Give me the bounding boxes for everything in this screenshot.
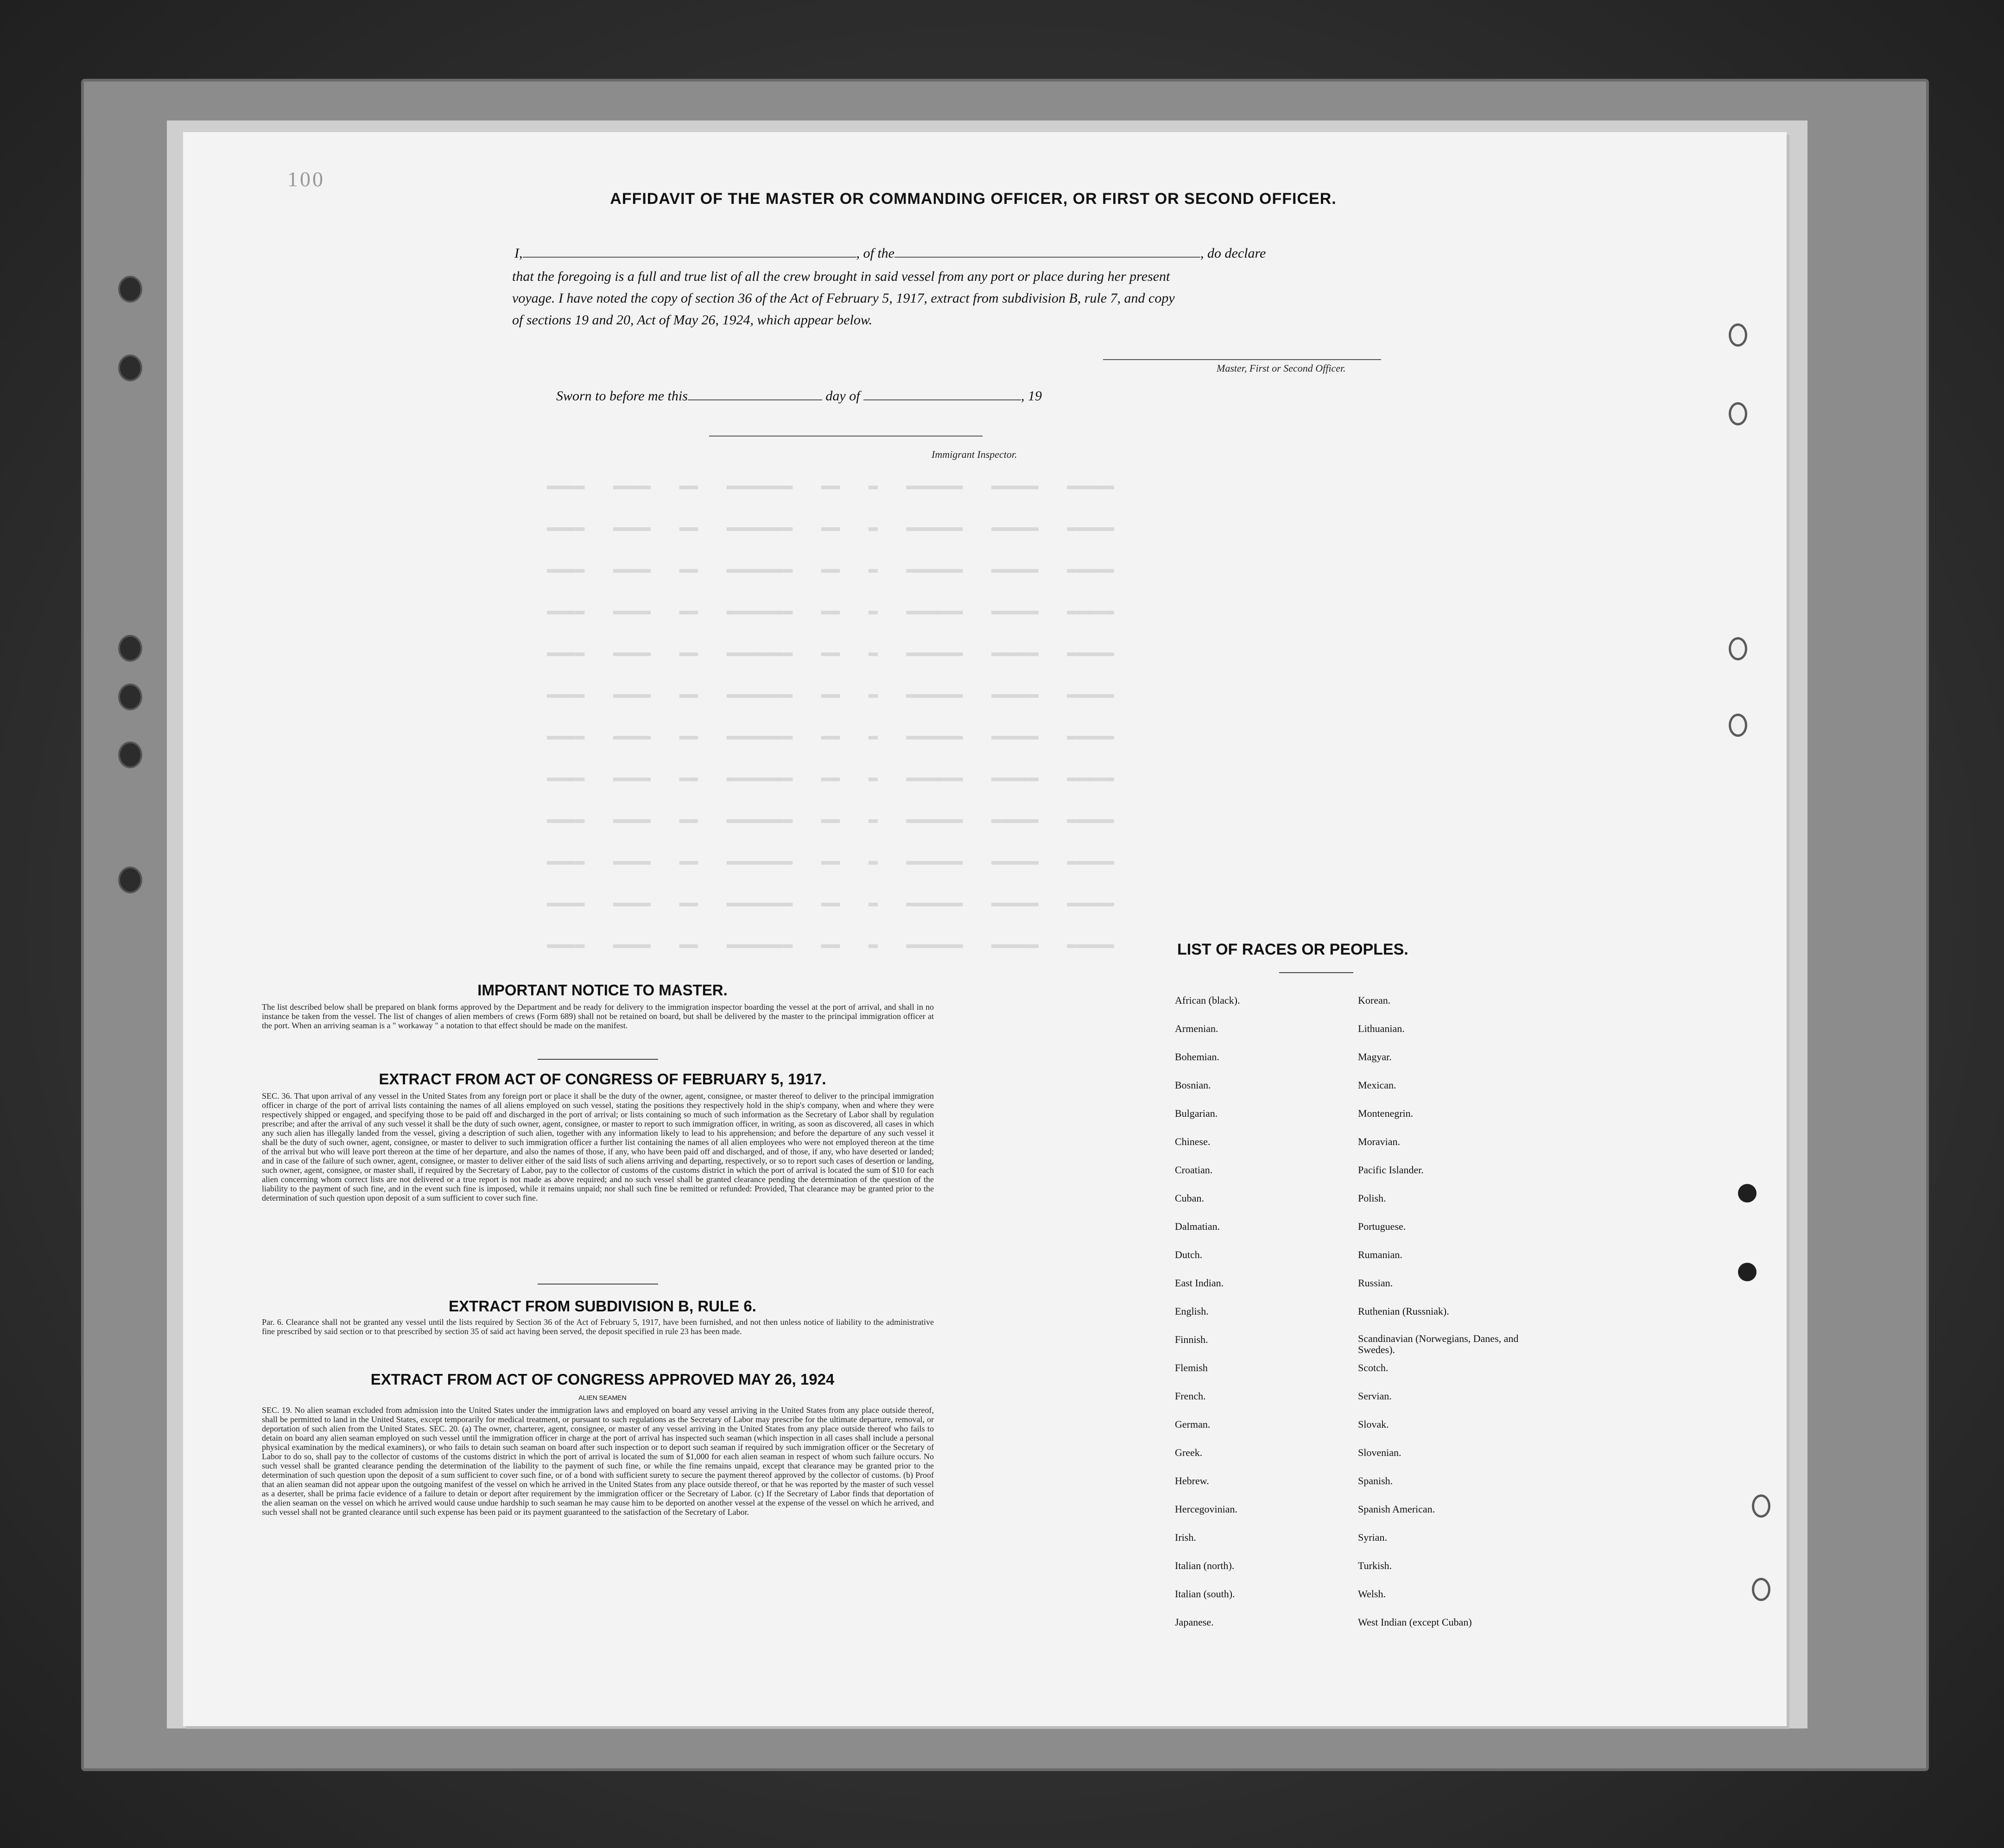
race-item: Japanese. bbox=[1175, 1616, 1214, 1628]
race-item: Pacific Islander. bbox=[1358, 1164, 1424, 1176]
punch-dot bbox=[1738, 1263, 1757, 1281]
races-left-column bbox=[1175, 994, 1351, 1644]
race-item: Slovenian. bbox=[1358, 1447, 1402, 1458]
race-item: West Indian (except Cuban) bbox=[1358, 1616, 1472, 1628]
master-signature-label: Master, First or Second Officer. bbox=[1217, 362, 1346, 374]
race-item: Turkish. bbox=[1358, 1560, 1392, 1571]
race-item: Montenegrin. bbox=[1358, 1108, 1414, 1119]
race-item: Scandinavian (Norwegians, Danes, and Swedes). bbox=[1358, 1333, 1519, 1355]
affidavit-text: of sections 19 and 20, Act of May 26, 1924, which appear below. bbox=[512, 312, 873, 328]
affidavit-text: that the foregoing is a full and true list of all the crew brought in said vessel from any port or place during her present bbox=[512, 269, 1170, 284]
extract-1924-subtitle: ALIEN SEAMEN bbox=[578, 1394, 627, 1401]
race-item: Croatian. bbox=[1175, 1164, 1213, 1176]
races-title: LIST OF RACES OR PEOPLES. bbox=[1177, 941, 1408, 958]
notice-body: The list described below shall be prepared on blank forms approved by the Department and be ready for delivery to the immigration inspector boarding the vessel at the port of arrival, and shall in no instance be taken from the vessel. The list of changes of alien members of crews (Form 689) shall not be retained on board, but shall be delivered by the master to the principal immigration officer at the port. When an arriving seaman is a " workaway " a notation to that effect should be made on the manifest. bbox=[262, 1002, 934, 1030]
race-item: Spanish. bbox=[1358, 1475, 1393, 1487]
punch-hole bbox=[1752, 1494, 1770, 1518]
race-item: Syrian. bbox=[1358, 1532, 1387, 1543]
race-item: Dutch. bbox=[1175, 1249, 1203, 1260]
binder-hole bbox=[118, 354, 142, 381]
race-item: Welsh. bbox=[1358, 1588, 1386, 1600]
race-item: Lithuanian. bbox=[1358, 1023, 1405, 1034]
race-item: German. bbox=[1175, 1418, 1211, 1430]
race-item: Ruthenian (Russniak). bbox=[1358, 1305, 1449, 1317]
race-item: Hebrew. bbox=[1175, 1475, 1209, 1487]
race-item: Chinese. bbox=[1175, 1136, 1211, 1147]
race-item: East Indian. bbox=[1175, 1277, 1224, 1289]
race-item: Hercegovinian. bbox=[1175, 1503, 1237, 1515]
race-item: Finnish. bbox=[1175, 1334, 1208, 1345]
extract-1917-body: SEC. 36. That upon arrival of any vessel in the United States from any foreign port or place it shall be the duty of the owner, agent, consignee, or master thereof to deliver to the principal immigration officer in charge of the port of arrival lists containing the names of all aliens employed on such vessel, stating the positions they respectively hold in the ship's company, when and where they were respectively shipped or engaged, and specifying those to be paid off and discharged in the port of arrival; or lists containing so much of such information as the Secretary of Labor shall by regulation prescribe; and after the arrival of any such vessel it shall be the duty of such owner, agent, consignee, or master to report to such immigration officer, in writing, as soon as discovered, all cases in which any such alien has illegally landed from the vessel, giving a description of such alien, together with any information likely to lead to his apprehension; and before the departure of any such vessel it shall be the duty of such owner, agent, consignee, or master to deliver to such immigration officer a further list containing the names of all alien employees who were not employed thereon at the time of the arrival but who will leave port thereon at the time of her departure, and also the names of those, if any, who have been paid off and discharged, and of those, if any, who have deserted or landed; and in case of the failure of such owner, agent, consignee, or master to deliver either of the said lists of such aliens arriving and departing, respectively, or so to report such cases of desertion or landing, such owner, agent, consignee, or master shall, if required by the Secretary of Labor, pay to the collector of customs of the customs district in which the port of arrival is located the sum of $10 for each alien concerning whom correct lists are not delivered or a true report is not made as above required; and no such vessel shall be granted clearance pending the determination of the question of the liability to the payment of such fine, and in the event such fine is imposed, while it remains unpaid; nor shall such fine be remitted or refunded: Provided, That clearance may be granted prior to the determination of such question upon deposit of a sum sufficient to cover such fine. bbox=[262, 1091, 934, 1202]
page-number: 100 bbox=[287, 167, 325, 191]
race-item: Polish. bbox=[1358, 1192, 1386, 1204]
race-item: Cuban. bbox=[1175, 1192, 1204, 1204]
race-item: Bulgarian. bbox=[1175, 1108, 1218, 1119]
race-item: Irish. bbox=[1175, 1532, 1196, 1543]
race-item: Dalmatian. bbox=[1175, 1221, 1220, 1232]
notice-title: IMPORTANT NOTICE TO MASTER. bbox=[477, 981, 728, 999]
punch-dot bbox=[1738, 1184, 1757, 1202]
extract-1917-title: EXTRACT FROM ACT OF CONGRESS OF FEBRUARY 5, 1917. bbox=[379, 1070, 826, 1088]
race-item: African (black). bbox=[1175, 994, 1240, 1006]
punch-hole bbox=[1752, 1578, 1770, 1601]
race-item: Slovak. bbox=[1358, 1418, 1389, 1430]
affidavit-title: AFFIDAVIT OF THE MASTER OR COMMANDING OFFICER, OR FIRST OR SECOND OFFICER. bbox=[610, 190, 1337, 208]
punch-hole bbox=[1729, 637, 1747, 660]
extract-1924-body: SEC. 19. No alien seaman excluded from admission into the United States under the immigration laws and employed on board any vessel arriving in the United States from any place outside thereof, shall be permitted to land in the United States, except temporarily for medical treatment, or pursuant to such regulations as the Secretary of Labor may prescribe for the ultimate departure, removal, or deportation of such alien from the United States. SEC. 20. (a) The owner, charterer, agent, consignee, or master of any vessel arriving in the United States from any place outside thereof who fails to detain on board any alien seaman employed on such vessel until the immigration officer in charge at the port of arrival has inspected such seaman (which inspection in all cases shall include a personal physical examination by the medical examiners), or who fails to detain such seaman on board after such inspection or to deport such seaman if required by such immigration officer or the Secretary of Labor to do so, shall pay to the collector of customs of the customs district in which the port of arrival is located the sum of $1,000 for each alien seaman in respect of whom such failure occurs. No such vessel shall be granted clearance pending the determination of the liability to the payment of such fine, or while the fine remains unpaid, except that clearance may be granted prior to the determination of such question upon the deposit of a sum sufficient to cover such fine, or of a bond with sufficient surety to secure the payment thereof approved by the collector of customs. (b) Proof that an alien seaman did not appear upon the outgoing manifest of the vessel on which he arrived in the United States from any place outside thereof, or that he was reported by the master of such vessel as a deserter, shall be prima facie evidence of a failure to detain or deport after requirement by the immigration officer or the Secretary of Labor. (c) If the Secretary of Labor finds that deportation of the alien seaman on the vessel on which he arrived would cause undue hardship to such seaman he may cause him to be deported on another vessel at the expense of the vessel on which he arrived, and such vessel shall not be granted clearance until such expense has been paid or its payment guaranteed to the satisfaction of the Secretary of Labor. bbox=[262, 1405, 934, 1517]
races-title-underline bbox=[1279, 972, 1353, 973]
extract-1924-title: EXTRACT FROM ACT OF CONGRESS APPROVED MAY 26, 1924 bbox=[370, 1371, 835, 1388]
race-item: Bosnian. bbox=[1175, 1079, 1211, 1091]
binder-hole bbox=[118, 684, 142, 710]
inspector-signature-label: Immigrant Inspector. bbox=[932, 449, 1017, 460]
race-item: Armenian. bbox=[1175, 1023, 1218, 1034]
races-right-column bbox=[1358, 994, 1571, 1644]
race-item: Italian (south). bbox=[1175, 1588, 1235, 1600]
race-item: Rumanian. bbox=[1358, 1249, 1402, 1260]
binder-hole bbox=[118, 276, 142, 303]
race-item: Flemish bbox=[1175, 1362, 1208, 1373]
race-item: Greek. bbox=[1175, 1447, 1203, 1458]
affidavit-declaration-line: I, , of the , do declare bbox=[514, 246, 1266, 261]
sworn-line: Sworn to before me this day of , 19 bbox=[556, 388, 1042, 404]
extract-rule6-body: Par. 6. Clearance shall not be granted any vessel until the lists required by Section 36 of the Act of February 5, 1917, have been furnished, and not then unless notice of liability to the administrative fine prescribed by said section or to that prescribed by section 35 of said act having been served, the deposit specified in rule 23 has been made. bbox=[262, 1317, 934, 1336]
section-divider bbox=[538, 1284, 658, 1285]
race-item: Russian. bbox=[1358, 1277, 1393, 1289]
race-item: Magyar. bbox=[1358, 1051, 1392, 1063]
race-item: Italian (north). bbox=[1175, 1560, 1235, 1571]
extract-rule6-title: EXTRACT FROM SUBDIVISION B, RULE 6. bbox=[449, 1297, 756, 1315]
punch-hole bbox=[1729, 402, 1747, 425]
race-item: Moravian. bbox=[1358, 1136, 1401, 1147]
race-item: Scotch. bbox=[1358, 1362, 1389, 1373]
race-item: Servian. bbox=[1358, 1390, 1392, 1402]
binder-hole bbox=[118, 867, 142, 893]
affidavit-text: voyage. I have noted the copy of section 36 of the Act of February 5, 1917, extract from subdivision B, rule 7, and copy bbox=[512, 291, 1175, 306]
race-item: Portuguese. bbox=[1358, 1221, 1406, 1232]
race-item: English. bbox=[1175, 1305, 1209, 1317]
inspector-signature-line bbox=[709, 436, 983, 437]
race-item: Bohemian. bbox=[1175, 1051, 1219, 1063]
section-divider bbox=[538, 1059, 658, 1060]
master-signature-line bbox=[1103, 359, 1381, 360]
race-item: Mexican. bbox=[1358, 1079, 1396, 1091]
race-item: Spanish American. bbox=[1358, 1503, 1435, 1515]
punch-hole bbox=[1729, 714, 1747, 737]
binder-hole bbox=[118, 741, 142, 768]
binder-hole bbox=[118, 635, 142, 662]
race-item: Korean. bbox=[1358, 994, 1391, 1006]
punch-hole bbox=[1729, 323, 1747, 347]
race-item: French. bbox=[1175, 1390, 1206, 1402]
